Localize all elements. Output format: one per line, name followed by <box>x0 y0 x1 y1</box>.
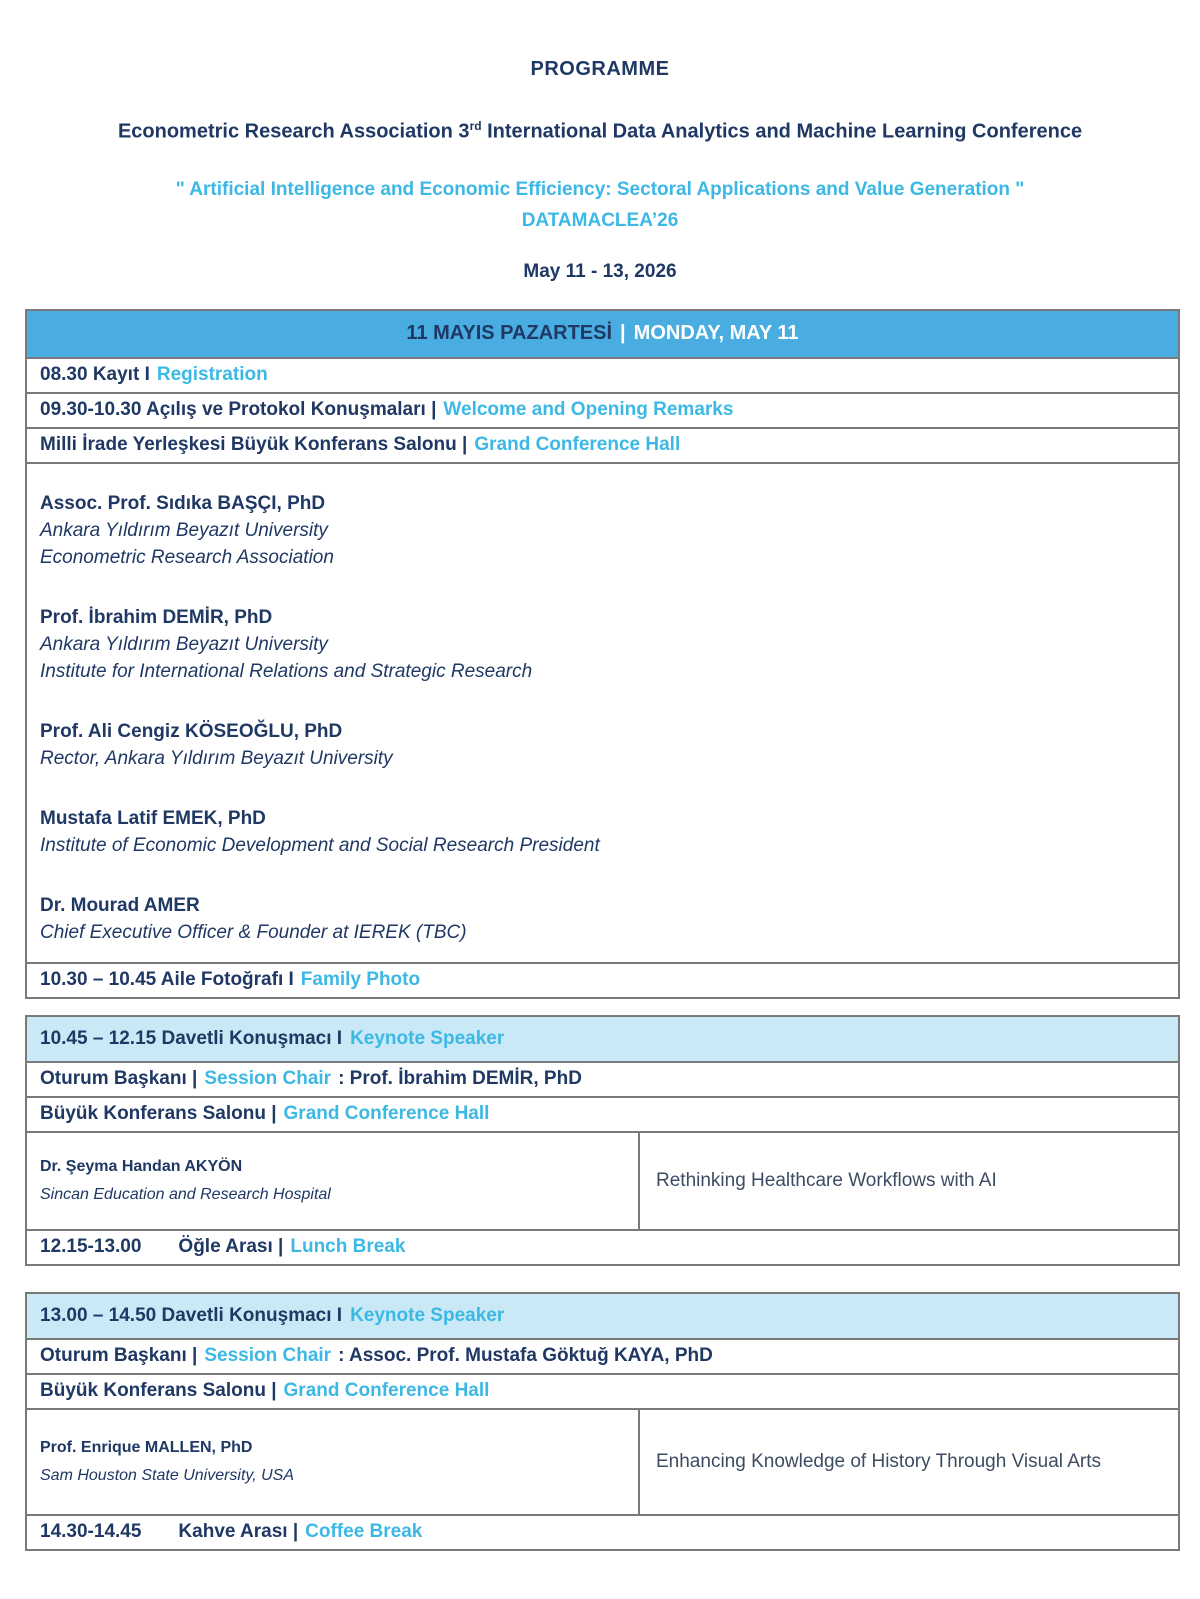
speaker-affiliation: Institute of Economic Development and Social Research President <box>40 834 600 856</box>
speaker-affiliation: Ankara Yıldırım Beyazıt University <box>40 519 328 541</box>
schedule-row-venue <box>27 427 1178 462</box>
speaker-name: Prof. İbrahim DEMİR, PhD <box>40 606 273 628</box>
conference-code: DATAMACLEA’26 <box>521 209 679 231</box>
venue-label-english: Grand Conference Hall <box>283 1103 490 1125</box>
talk-title-cell <box>638 1133 1178 1229</box>
session-header-turkish: 13.00 – 14.50 Davetli Konuşmacı I <box>40 1304 343 1326</box>
session-venue-row <box>27 1373 1178 1408</box>
row-label-turkish: Milli İrade Yerleşkesi Büyük Konferans Salonu | <box>40 434 468 456</box>
row-label-turkish: 09.30-10.30 Açılış ve Protokol Konuşmaları | <box>40 399 437 421</box>
conference-title-suffix: International Data Analytics and Machine Learning Conference <box>481 120 1083 143</box>
talk-title: Enhancing Knowledge of History Through Visual Arts <box>656 1450 1102 1472</box>
speaker-block <box>40 490 1164 571</box>
speaker-name: Assoc. Prof. Sıdıka BAŞÇI, PhD <box>40 492 326 514</box>
talk-title: Rethinking Healthcare Workflows with AI <box>656 1169 997 1191</box>
speaker-affiliation: Sam Houston State University, USA <box>40 1466 295 1484</box>
session-chair-row <box>27 1338 1178 1373</box>
break-label-turkish: Kahve Arası | <box>178 1521 299 1543</box>
spacer <box>0 1266 1200 1292</box>
row-label-english: Family Photo <box>300 969 421 991</box>
speaker-name: Dr. Şeyma Handan AKYÖN <box>40 1157 243 1175</box>
row-label-turkish: 08.30 Kayıt I <box>40 364 150 386</box>
break-label-english: Coffee Break <box>305 1521 423 1543</box>
row-label-english: Registration <box>156 364 268 386</box>
conference-title <box>0 119 1200 144</box>
speaker-name: Dr. Mourad AMER <box>40 894 200 916</box>
opening-speakers-cell <box>27 462 1178 962</box>
day-header-row <box>27 311 1178 357</box>
session-header-english: Keynote Speaker <box>350 1027 505 1049</box>
row-label-english: Grand Conference Hall <box>474 434 681 456</box>
ordinal-superscript: rd <box>469 119 482 133</box>
speaker-affiliation: Econometric Research Association <box>40 546 334 568</box>
document-header <box>0 0 1200 283</box>
conference-theme: " Artificial Intelligence and Economic Efficiency: Sectoral Applications and Value Generation " <box>175 178 1025 200</box>
session-header-row <box>27 1294 1178 1338</box>
break-label-turkish: Öğle Arası | <box>178 1236 284 1258</box>
speaker-block <box>40 718 1164 772</box>
keynote-session-2-table <box>25 1292 1180 1551</box>
chair-label-english: Session Chair <box>204 1068 332 1090</box>
keynote-session-1-table <box>25 1015 1180 1266</box>
speaker-name: Prof. Enrique MALLEN, PhD <box>40 1438 253 1456</box>
keynote-speaker-row <box>27 1131 1178 1229</box>
schedule-row-opening-remarks <box>27 392 1178 427</box>
monday-schedule-table <box>25 309 1180 999</box>
chair-name: : Prof. İbrahim DEMİR, PhD <box>338 1068 582 1090</box>
lunch-break-row <box>27 1229 1178 1264</box>
spacer <box>0 283 1200 309</box>
session-chair-row <box>27 1061 1178 1096</box>
speaker-block <box>40 604 1164 685</box>
venue-label-english: Grand Conference Hall <box>283 1380 490 1402</box>
row-label-turkish: 10.30 – 10.45 Aile Fotoğrafı I <box>40 969 294 991</box>
session-header-turkish: 10.45 – 12.15 Davetli Konuşmacı I <box>40 1027 343 1049</box>
session-header-row <box>27 1017 1178 1061</box>
page-title: PROGRAMME <box>530 58 670 80</box>
speaker-affiliation: Ankara Yıldırım Beyazıt University <box>40 633 328 655</box>
speaker-name: Mustafa Latif EMEK, PhD <box>40 807 266 829</box>
keynote-speaker-cell <box>27 1133 638 1229</box>
session-venue-row <box>27 1096 1178 1131</box>
schedule-row-registration <box>27 357 1178 392</box>
talk-title-cell <box>638 1410 1178 1514</box>
session-header-english: Keynote Speaker <box>350 1304 505 1326</box>
chair-label-turkish: Oturum Başkanı | <box>40 1068 198 1090</box>
day-header-separator: | <box>620 322 626 345</box>
schedule-row-family-photo <box>27 962 1178 997</box>
speaker-affiliation: Rector, Ankara Yıldırım Beyazıt University <box>40 747 393 769</box>
venue-label-turkish: Büyük Konferans Salonu | <box>40 1380 277 1402</box>
venue-label-turkish: Büyük Konferans Salonu | <box>40 1103 277 1125</box>
chair-label-english: Session Chair <box>204 1345 332 1367</box>
speaker-affiliation: Chief Executive Officer & Founder at IEREK (TBC) <box>40 921 467 943</box>
day-header-english: MONDAY, MAY 11 <box>633 322 799 345</box>
speaker-affiliation: Institute for International Relations and Strategic Research <box>40 660 533 682</box>
row-label-english: Welcome and Opening Remarks <box>443 399 734 421</box>
keynote-speaker-row <box>27 1408 1178 1514</box>
speaker-affiliation: Sincan Education and Research Hospital <box>40 1185 331 1203</box>
chair-label-turkish: Oturum Başkanı | <box>40 1345 198 1367</box>
coffee-break-row <box>27 1514 1178 1549</box>
keynote-speaker-cell <box>27 1410 638 1514</box>
speaker-block <box>40 805 1164 859</box>
speaker-name: Prof. Ali Cengiz KÖSEOĞLU, PhD <box>40 720 343 742</box>
speaker-block <box>40 892 1164 946</box>
break-time: 12.15-13.00 <box>40 1236 142 1258</box>
chair-name: : Assoc. Prof. Mustafa Göktuğ KAYA, PhD <box>338 1345 713 1367</box>
conference-title-prefix: Econometric Research Association 3 <box>117 120 470 143</box>
day-header-turkish: 11 MAYIS PAZARTESİ <box>406 322 613 345</box>
conference-dates: May 11 - 13, 2026 <box>523 260 677 282</box>
break-time: 14.30-14.45 <box>40 1521 142 1543</box>
spacer <box>0 999 1200 1015</box>
break-label-english: Lunch Break <box>290 1236 406 1258</box>
